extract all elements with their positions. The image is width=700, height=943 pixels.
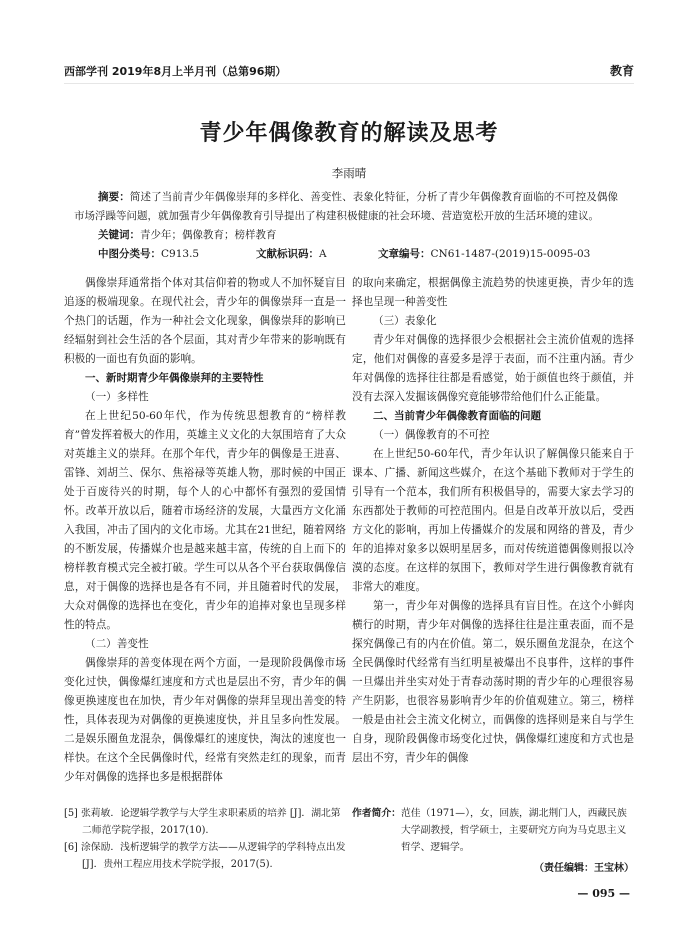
author-bio	[352, 805, 634, 856]
back-matter	[64, 805, 634, 877]
responsible-editor: （责任编辑：王宝林）	[534, 863, 634, 874]
fickleness-paragraph: 偶像崇拜的善变体现在两个方面，一是现阶段偶像市场变化过快，偶像爆红速度和方式也是层出不穷，青少年的偶像更换速度也在加快，青少年对偶像的崇拜呈现出善变的特性，具体表现为对偶像的更换速度快，并且呈多向性发展。二是娱乐圈鱼龙混杂，偶像爆红的速度快，淘汰的速度也一样快。在这个全民偶像时代，经常有突然走红的现象，而青少年对偶像的选择也多是根据群体	[64, 657, 346, 783]
subsection-heading-superficiality: （三）表象化	[373, 315, 437, 327]
subsection-heading-fickleness: （二）善变性	[85, 638, 149, 650]
body-right-column	[352, 274, 634, 787]
running-header-section: 教育	[609, 64, 634, 78]
author-bio-block	[352, 805, 634, 877]
uncontrollable-paragraph-2: 第一，青少年对偶像的选择具有盲目性。在这个小鲜肉横行的时期，青少年对偶像的选择往往是注重表面，而不是探究偶像己有的内在价值。第二，娱乐圈鱼龙混杂，在这个全民偶像时代经常有当红明星被爆出不良事件，这样的事件一旦爆出并坐实对处于青春动荡时期的青少年的心理很容易产生阴影，也很容易影响青少年的价值观建立。第三，榜样一般是由社会主流文化树立，而偶像的选择则是来自与学生自身，现阶段偶像市场变化过快，偶像爆红速度和方式也是层出不穷，青少年的偶像	[352, 600, 634, 764]
running-header-journal: 西部学刊 2019年8月上半月刊（总第96期）	[64, 65, 287, 78]
body-left-column	[64, 274, 346, 787]
author-bio-text: 范佳（1971—），女，回族，湖北荆门人，西藏民族大学副教授，哲学硕士，主要研究方向为马克思主义哲学、逻辑学。	[400, 808, 627, 853]
diversity-paragraph: 在上世纪50-60年代，作为传统思想教育的“榜样教育”曾发挥着极大的作用，英雄主义文化的大氛围培育了大众对英雄主义的崇拜。在那个年代，青少年的偶像是王进喜、雷锋、刘胡兰、保尔、焦裕禄等英雄人物，那时候的中国正处于百废待兴的时期，每个人的心中都怀有强烈的爱国情怀。改革开放以后，随着市场经济的发展，大量西方文化涌入我国，冲击了国内的文化市场。尤其在21世纪，随着网络的不断发展，传播媒介也是越来越丰富，传统的自上而下的榜样教育模式完全被打破。学生可以从各个平台获取偶像信息，对于偶像的选择也是各有不同，并且随着时代的发展，大众对偶像的选择也在变化，青少年的追捧对象也呈现多样性的特点。	[64, 410, 346, 631]
page-number: — 095 —	[577, 887, 630, 900]
keywords	[74, 226, 618, 245]
references	[64, 805, 346, 877]
superficiality-paragraph: 青少年对偶像的选择很少会根据社会主流价值观的选择定，他们对偶像的喜爱多是浮于表面，而不注重内涵。青少年对偶像的选择往往都是看感觉，始于颜值也终于颜值，并没有去深入发掘该偶像究竟能够带给他们什么正能量。	[352, 334, 634, 403]
reference-item: [5] 张莉敏．论逻辑学教学与大学生求职素质的培养 [J]．湖北第二师范学院学报，2017(10).	[64, 808, 341, 836]
body-columns	[64, 274, 634, 787]
intro-paragraph: 偶像崇拜通常指个体对其信仰着的物或人不加怀疑盲目追逐的极端现象。在现代社会，青少年的偶像崇拜一直是一个热门的话题，作为一种社会文化现象，偶像崇拜的影响已经辐射到社会生活的各个层面，其对青少年带来的影响既有积极的一面也有负面的影响。	[64, 277, 346, 365]
front-matter	[74, 188, 618, 264]
abstract-label: 摘要：	[98, 191, 130, 203]
section-heading-2: 二、当前青少年偶像教育面临的问题	[373, 410, 541, 422]
classification-line	[74, 245, 618, 264]
article-no-cell	[378, 245, 590, 264]
uncontrollable-paragraph-1: 在上世纪50-60年代，青少年认识了解偶像只能来自于课本、广播、新闻这些媒介，在这个基础下教师对于学生的引导有一个范本，我们所有积极倡导的，需要大家去学习的东西都处于教师的可控范围内。但是自改革开放以后，受西方文化的影响，再加上传播媒介的发展和网络的普及，青少年的追捧对象多以娱明星居多，而对传统道德偶像则报以冷漠的态度。在这样的氛围下，教师对学生进行偶像教育就有非常大的难度。	[352, 448, 634, 593]
continued-paragraph: 的取向来确定，根据偶像主流趋势的快速更换，青少年的选择也呈现一种善变性	[352, 277, 634, 308]
section-heading-1: 一、新时期青少年偶像崇拜的主要特性	[85, 372, 264, 384]
doc-code-label: 文献标识码：	[256, 248, 319, 260]
abstract-text: 简述了当前青少年偶像崇拜的多样化、善变性、表象化特征，分析了青少年偶像教育面临的不可控及偶像市场浮躁等问题，就加强青少年偶像教育引导提出了构建积极健康的社会环境、营造宽松开放的生活环境的建议。	[74, 191, 618, 222]
reference-item: [6] 涂保励．浅析逻辑学的教学方法——从逻辑学的学科特点出发 [J]．贵州工程应用技术学院学报，2017(5).	[64, 842, 346, 870]
running-header	[64, 62, 634, 84]
article-no-label: 文章编号：	[378, 248, 431, 260]
abstract	[74, 188, 618, 226]
article-title: 青少年偶像教育的解读及思考	[199, 120, 499, 146]
clc-label: 中图分类号：	[98, 248, 161, 260]
article-no-value: CN61-1487-(2019)15-0095-03	[430, 248, 591, 260]
doc-code-cell	[256, 245, 360, 264]
author-bio-label: 作者简介：	[352, 808, 401, 819]
clc-value: C913.5	[161, 248, 200, 260]
doc-code-value: A	[319, 248, 327, 260]
keywords-label: 关键词：	[98, 229, 140, 241]
subsection-heading-diversity: （一）多样性	[85, 391, 149, 403]
article-author: 李雨晴	[331, 166, 367, 180]
clc-cell	[98, 245, 238, 264]
subsection-heading-uncontrollable: （一）偶像教育的不可控	[373, 429, 490, 441]
keywords-text: 青少年；偶像教育；榜样教育	[140, 229, 277, 241]
